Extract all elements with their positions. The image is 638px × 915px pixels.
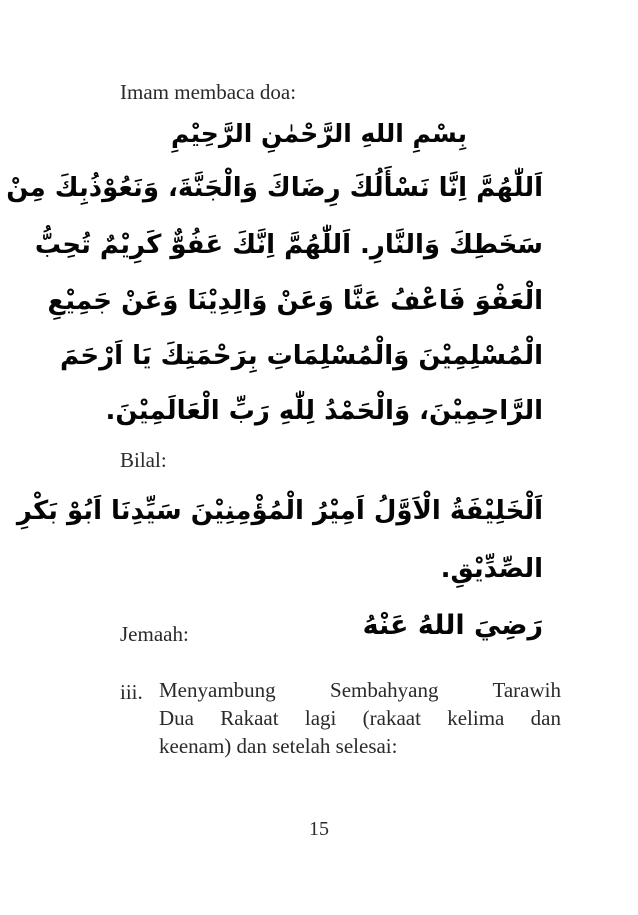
dua-line-5: الرَّاحِمِيْنَ، وَالْحَمْدُ لِلّٰهِ رَبِّ الْعَالَمِيْنَ. [105, 396, 543, 426]
list-line-2: Dua Rakaat lagi (rakaat kelima dan [159, 706, 561, 730]
page-number: 15 [309, 818, 329, 840]
basmala: بِسْمِ اللهِ الرَّحْمٰنِ الرَّحِيْمِ [171, 119, 467, 148]
bilal-line-2: الصِّدِّيْقِ. [440, 554, 543, 584]
list-marker: iii. [120, 680, 143, 704]
dua-line-2: سَخَطِكَ وَالنَّارِ. اَللّٰهُمَّ اِنَّكَ عَفُوٌّ كَرِيْمٌ تُحِبُّ [34, 230, 543, 260]
bilal-line-1: اَلْخَلِيْفَةُ الْاَوَّلُ اَمِيْرُ الْمُؤْمِنِيْنَ سَيِّدِنَا اَبُوْ بَكْرِ [16, 496, 543, 526]
dua-line-4: الْمُسْلِمِيْنَ وَالْمُسْلِمَاتِ بِرَحْمَتِكَ يَا اَرْحَمَ [60, 341, 543, 371]
imam-label: Imam membaca doa: [120, 80, 297, 104]
dua-line-3: الْعَفْوَ فَاعْفُ عَنَّا وَعَنْ وَالِدِيْنَا وَعَنْ جَمِيْعِ [47, 286, 543, 316]
bilal-label: Bilal: [120, 448, 167, 472]
dua-line-1: اَللّٰهُمَّ اِنَّا نَسْأَلُكَ رِضَاكَ وَالْجَنَّةَ، وَنَعُوْذُبِكَ مِنْ [6, 173, 543, 203]
list-line-1: Menyambung Sembahyang Tarawih [159, 678, 561, 702]
jemaah-label: Jemaah: [120, 622, 189, 646]
list-line-3: keenam) dan setelah selesai: [159, 734, 398, 758]
jemaah-response: رَضِيَ اللهُ عَنْهُ [362, 610, 543, 641]
